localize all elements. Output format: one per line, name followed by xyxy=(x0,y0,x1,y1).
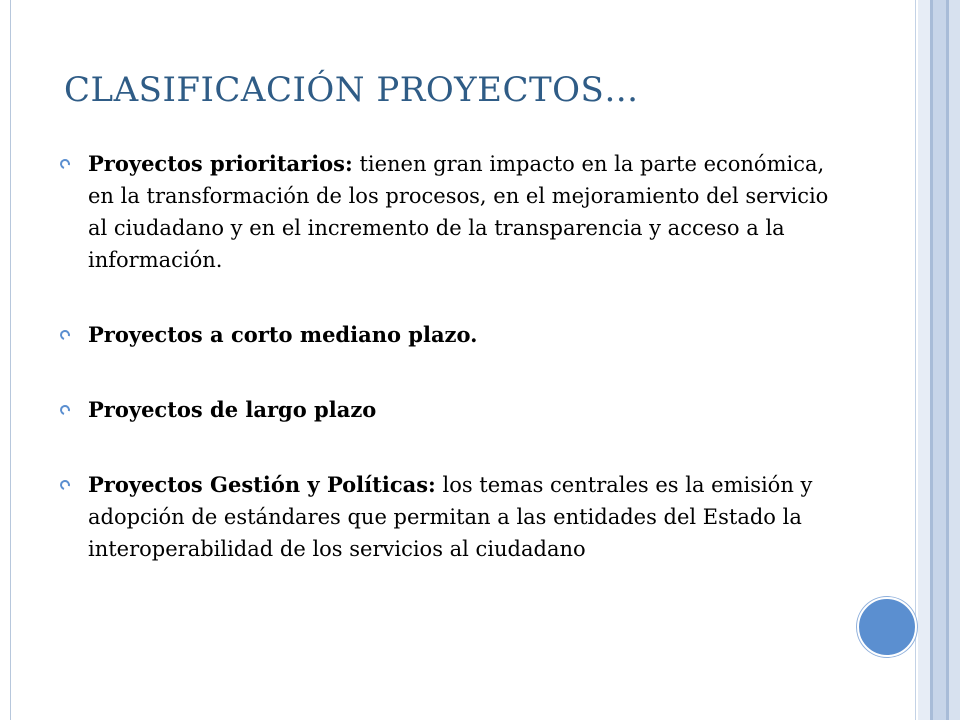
bullet-lead: Proyectos Gestión y Políticas: xyxy=(88,472,436,497)
bullet-icon xyxy=(58,478,72,492)
bullet-item xyxy=(60,469,840,565)
bullet-text: tienen gran impacto en la parte económica, en la transformación de los procesos, en el mejoramiento del servicio al ciudadano y en el incremento de la transparencia y acceso a la información. xyxy=(88,152,829,272)
slide-title: CLASIFICACIÓN PROYECTOS… xyxy=(64,70,639,110)
bullet-text: los temas centrales es la emisión y adopción de estándares que permitan a las entidades del Estado la interoperabilidad de los servicios al ciudadano xyxy=(88,473,813,561)
bullet-item xyxy=(60,394,840,426)
side-stripe-1 xyxy=(918,0,930,720)
bullet-icon xyxy=(58,157,72,171)
bullet-lead: Proyectos de largo plazo xyxy=(88,397,377,422)
bullet-list xyxy=(60,148,840,565)
bullet-icon xyxy=(58,403,72,417)
side-stripe-5 xyxy=(949,0,960,720)
decorative-circle-icon xyxy=(857,597,917,657)
bullet-lead: Proyectos prioritarios: xyxy=(88,151,353,176)
bullet-icon xyxy=(58,328,72,342)
bullet-item xyxy=(60,148,840,276)
bullet-item xyxy=(60,319,840,351)
bullet-lead: Proyectos a corto mediano plazo. xyxy=(88,322,478,347)
side-stripe-3 xyxy=(933,0,946,720)
